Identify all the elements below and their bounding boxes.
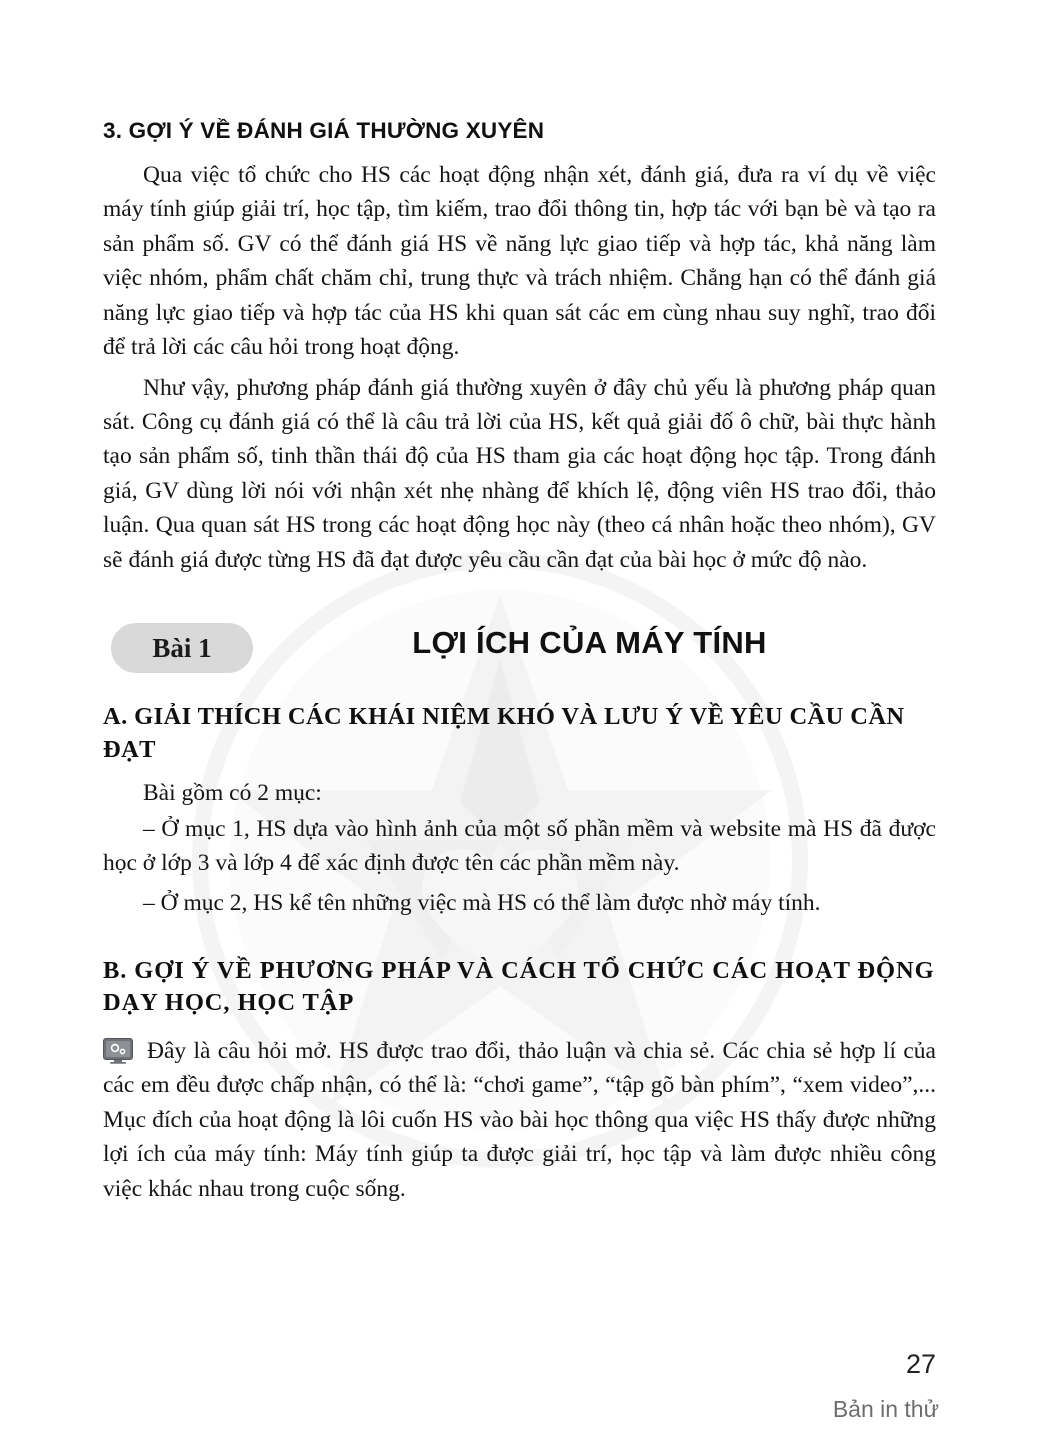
paragraph-2: Như vậy, phương pháp đánh giá thường xuyên ở đây chủ yếu là phương pháp quan sát. Công cụ đánh giá có thể là câu trả lời của HS, kết quả giải đố ô chữ, bài thực hành tạo sản phẩm số, tinh thần thái độ của HS tham gia các hoạt động học tập. Trong đánh giá, GV dùng lời nói với nhận xét nhẹ nhàng để khích lệ, động viên HS trao đổi, thảo luận. Qua quan sát HS trong các hoạt động học này (theo cá nhân hoặc theo nhóm), GV sẽ đánh giá được từng HS đã đạt được yêu cầu cần đạt của bài học ở mức độ nào. [103, 374, 936, 573]
paragraph-1: Qua việc tổ chức cho HS các hoạt động nhận xét, đánh giá, đưa ra ví dụ về việc máy tính giúp giải trí, học tập, tìm kiếm, trao đổi thông tin, hợp tác với bạn bè và tạo ra sản phẩm số. GV có thể đánh giá HS về năng lực giao tiếp và hợp tác, khả năng làm việc nhóm, phẩm chất chăm chỉ, trung thực và trách nhiệm. Chẳng hạn có thể đánh giá năng lực giao tiếp và hợp tác của HS khi quan sát các em cùng nhau suy nghĩ, trao đổi để trả lời các câu hỏi trong hoạt động. [103, 162, 936, 361]
part-a-intro: Bài gồm có 2 mục: [143, 780, 322, 807]
computer-monitor-icon [103, 1038, 133, 1064]
part-a-heading: A. GIẢI THÍCH CÁC KHÁI NIỆM KHÓ VÀ LƯU Ý VỀ YÊU CẦU CẦN ĐẠT [103, 703, 905, 763]
lesson-title-bar [103, 623, 936, 675]
section-heading: 3. GỢI Ý VỀ ĐÁNH GIÁ THƯỜNG XUYÊN [103, 118, 545, 143]
part-b-body-block [103, 1034, 936, 1206]
part-a-bullet-2: – Ở mục 2, HS kể tên những việc mà HS có thể làm được nhờ máy tính. [143, 890, 821, 917]
part-b-body: Đây là câu hỏi mở. HS được trao đổi, thảo luận và chia sẻ. Các chia sẻ hợp lí của các em đều được chấp nhận, có thể là: “chơi game”, “tập gõ bàn phím”, “xem video”,... Mục đích của hoạt động là lôi cuốn HS vào bài học thông qua việc HS thấy được những lợi ích của máy tính: Máy tính giúp ta được giải trí, học tập và làm được nhiều công việc khác nhau trong cuộc sống. [103, 1038, 936, 1202]
page-number: 27 [905, 1349, 936, 1379]
part-a-bullet-1: – Ở mục 1, HS dựa vào hình ảnh của một số phần mềm và website mà HS đã được học ở lớp 3 và lớp 4 để xác định được tên các phần mềm này. [103, 815, 936, 877]
draft-watermark-text: Bản in thử [832, 1396, 939, 1422]
lesson-title: LỢI ÍCH CỦA MÁY TÍNH [412, 625, 767, 661]
lesson-badge: Bài 1 [111, 623, 253, 673]
part-b-heading: B. GỢI Ý VỀ PHƯƠNG PHÁP VÀ CÁCH TỔ CHỨC CÁC HOẠT ĐỘNG DẠY HỌC, HỌC TẬP [103, 956, 935, 1017]
